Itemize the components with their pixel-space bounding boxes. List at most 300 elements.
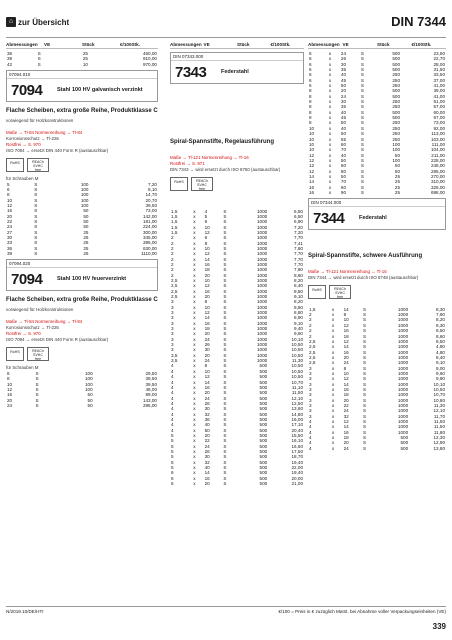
table-cell: S <box>362 349 367 355</box>
table-cell: 50 <box>87 392 93 398</box>
table-cell: 3 <box>309 381 312 387</box>
table-cell: S <box>223 368 227 374</box>
info-iso: ISO 7094 → ersetzt DIN 440 Form R (austauschbar) <box>6 147 109 153</box>
table-cell: x <box>193 342 196 348</box>
table-cell: x <box>193 277 196 283</box>
table-cell: 8 <box>204 299 208 305</box>
table-cell: 6 <box>309 51 312 56</box>
table-cell: 1,5 <box>171 224 178 230</box>
rohs-icon <box>308 285 326 299</box>
table-cell: 143,00 <box>142 397 157 403</box>
table-cell: S <box>360 83 364 89</box>
table-cell: S <box>34 234 38 240</box>
table-cell: 50 <box>340 131 347 137</box>
table-cell: S <box>360 173 364 179</box>
table-cell: 20,40 <box>291 427 303 433</box>
table-cell: 8 <box>309 88 312 94</box>
table-cell: 12 <box>204 374 210 380</box>
table-cell: 1000 <box>397 429 409 435</box>
table-cell: 8,40 <box>294 283 303 289</box>
table-cell: S <box>35 370 39 376</box>
table-cell: x <box>193 475 196 481</box>
table-cell: S <box>362 333 367 339</box>
table-cell: x <box>331 408 335 414</box>
table-cell: 4 <box>171 427 174 433</box>
table-cell: 10 <box>309 141 315 147</box>
table-cell: 10,80 <box>433 397 445 403</box>
table-cell: 10 <box>204 224 210 230</box>
table-cell: 16,00 <box>291 416 303 422</box>
info-dimensions-link[interactable]: Maße → Tl-84 Normenreihung → Tl-84 <box>6 318 83 324</box>
table-cell: 11,70 <box>433 413 445 419</box>
reach-label: REACh <box>32 348 44 353</box>
table-cell: S <box>223 315 227 321</box>
table-cell: 6 <box>204 235 208 241</box>
table-cell: 100 <box>80 186 89 192</box>
table-cell: 32 <box>204 459 210 465</box>
table-cell: 1000 <box>397 338 409 344</box>
table-cell: 16 <box>204 320 210 326</box>
table-cell: 16 <box>7 392 13 398</box>
back-to-overview-link[interactable] <box>6 17 69 27</box>
table-cell: 80 <box>340 168 347 174</box>
table-cell: x <box>193 213 196 219</box>
table-cell: S <box>34 186 38 192</box>
table-cell: 11,80 <box>433 429 445 435</box>
table-cell: 8,60 <box>436 333 445 339</box>
table-cell: 11,50 <box>291 390 303 396</box>
table-cell: 12 <box>309 152 315 158</box>
table-cell: S <box>223 213 227 219</box>
table-cell: 2,5 <box>171 288 178 294</box>
table-cell: x <box>331 397 335 403</box>
table-cell: 345,00 <box>142 234 157 240</box>
table-cell: 20 <box>204 272 210 278</box>
header-ve: VE <box>342 42 349 47</box>
table-cell: S <box>223 299 227 305</box>
table-cell: 500 <box>259 481 268 487</box>
table-cell: 67,00 <box>433 115 445 121</box>
table-cell: 2 <box>309 322 312 328</box>
table-cell: S <box>35 397 39 403</box>
table-cell: 12 <box>204 283 210 289</box>
table-row <box>6 251 158 256</box>
table-cell: x <box>193 427 196 433</box>
table-cell: x <box>193 347 196 353</box>
table-cell: 7,60 <box>294 245 303 251</box>
table-cell: 14 <box>343 306 349 312</box>
info-rostfrei-link[interactable]: Rostfrei → S. 971 <box>170 160 205 166</box>
table-cell: 10,50 <box>291 368 303 374</box>
table-cell: 7,20 <box>148 181 157 187</box>
table-cell: 2 <box>309 317 312 323</box>
table-cell: x <box>193 283 196 289</box>
table-cell: x <box>193 245 196 251</box>
product-box-7344[interactable] <box>308 198 446 230</box>
table-cell: 6 <box>309 56 312 62</box>
table-cell: S <box>362 440 367 446</box>
table-cell: 1000 <box>256 277 268 283</box>
table-7343-cont <box>308 51 446 195</box>
table-cell: x <box>193 400 196 406</box>
info-rostfrei-link[interactable]: Rostfrei → S. 970 <box>6 141 41 147</box>
table-cell: S <box>362 322 367 328</box>
table-cell: 8,20 <box>436 317 445 323</box>
table-cell: x <box>331 424 335 430</box>
table-cell: 9,60 <box>436 370 445 376</box>
info-dimensions-link[interactable]: Maße → Tl-121 Normenreihung → Tl-16 <box>170 154 249 160</box>
header-st: Stück <box>237 42 250 47</box>
table-cell: 24 <box>340 93 347 99</box>
table-cell: 1110,00 <box>141 251 157 256</box>
page-number: 339 <box>432 622 446 631</box>
table-cell: S <box>360 104 364 110</box>
table-cell: 20 <box>7 397 13 403</box>
header-price: €/100Stk. <box>270 42 291 47</box>
table-cell: 16 <box>343 328 349 334</box>
table-cell: x <box>193 438 196 444</box>
table-cell: S <box>223 267 227 273</box>
table-cell: 500 <box>259 448 268 454</box>
home-icon: ⌂ <box>6 17 16 27</box>
product-din-number: 07094.020 <box>9 261 31 267</box>
table-cell: 1000 <box>397 397 409 403</box>
table-cell: 17,50 <box>291 448 303 454</box>
table-cell: 39 <box>7 251 13 256</box>
table-cell: 37,00 <box>433 77 445 83</box>
table-cell: 12,90 <box>433 440 445 446</box>
table-cell: 92,00 <box>433 125 445 131</box>
table-cell: 248,00 <box>430 163 445 169</box>
table-cell: 4 <box>171 390 174 396</box>
table-cell: 12 <box>309 157 315 163</box>
table-cell: S <box>34 218 38 224</box>
table-cell: S <box>360 147 364 153</box>
table-cell: 270,00 <box>430 173 445 179</box>
table-cell: 3 <box>171 315 174 321</box>
table-cell: 4 <box>309 419 312 424</box>
table-cell: 6 <box>171 481 174 487</box>
table-cell: 70 <box>340 179 347 185</box>
table-cell: 1000 <box>256 336 268 342</box>
table-cell: 18 <box>204 326 210 332</box>
screw-label: für Schrauben M <box>6 364 39 370</box>
reach-label: REACh <box>32 159 44 164</box>
table-cell: x <box>331 333 335 339</box>
table-cell: 4 <box>309 429 312 435</box>
reach-svhc-label: SVHC <box>33 352 43 357</box>
table-cell: x <box>328 56 332 62</box>
table-cell: 30 <box>7 234 13 240</box>
table-cell: S <box>360 163 364 169</box>
header-ve: VE <box>44 42 51 47</box>
table-7094-010 <box>6 182 158 257</box>
table-cell: 1,5 <box>171 208 178 214</box>
table-cell: 8,60 <box>294 272 303 278</box>
info-dimensions-link[interactable]: Maße → Tl-84 Normenreihung → Tl-84 <box>6 129 83 135</box>
table-cell: 12 <box>309 163 315 169</box>
table-cell: 2,5 <box>309 354 316 360</box>
product-box-7094-020[interactable] <box>6 259 158 291</box>
table-cell: 29,50 <box>145 370 157 376</box>
table-cell: 285,00 <box>430 168 445 174</box>
table-cell: S <box>223 229 227 235</box>
table-cell: 24 <box>204 358 210 364</box>
table-cell: x <box>331 386 335 392</box>
table-cell: S <box>223 406 227 412</box>
table-cell: 2 <box>309 328 312 334</box>
table-cell: 12 <box>309 168 315 174</box>
table-cell: 1000 <box>397 408 409 414</box>
table-cell: 1000 <box>397 392 409 398</box>
table-cell: S <box>362 306 367 312</box>
table-cell: S <box>223 336 227 342</box>
table-cell: 22 <box>343 402 349 408</box>
table-cell: 1000 <box>397 349 409 355</box>
table-cell: S <box>360 179 364 185</box>
table-cell: S <box>223 240 227 246</box>
table-cell: 1000 <box>397 386 409 392</box>
table-cell: 17,10 <box>291 422 303 428</box>
table-cell: 25 <box>83 240 89 246</box>
table-cell: 4 <box>171 395 174 401</box>
table-cell: 6,90 <box>294 219 303 225</box>
table-cell: 20 <box>7 213 13 219</box>
table-cell: 100 <box>84 381 93 387</box>
table-cell: 60,00 <box>433 109 445 115</box>
reach-free-label: free <box>34 167 42 172</box>
product-number: 7094 <box>11 81 43 99</box>
table-cell: 1,5 <box>171 219 178 225</box>
table-cell: 14 <box>204 256 210 262</box>
product-material: Stahl 100 HV feuerverzinkt <box>57 275 127 282</box>
table-cell: 2 <box>171 245 174 251</box>
table-cell: S <box>362 312 367 318</box>
column-header <box>6 42 158 49</box>
reach-svhc-label: SVHC <box>197 182 207 187</box>
table-cell: x <box>328 72 332 78</box>
table-cell: 57,00 <box>433 104 445 110</box>
table-cell: 250 <box>392 136 401 142</box>
table-cell: x <box>331 435 335 441</box>
table-cell: 7,20 <box>294 229 303 235</box>
table-cell: 211,00 <box>431 152 445 158</box>
table-cell: 25 <box>83 245 89 251</box>
table-cell: 7,90 <box>436 312 445 318</box>
table-cell: 3 <box>171 326 174 332</box>
table-cell: x <box>328 61 332 67</box>
table-cell: 12 <box>7 202 13 208</box>
table-cell: 90 <box>340 189 347 195</box>
table-cell: 2,5 <box>171 277 178 283</box>
table-cell: 45 <box>340 77 347 83</box>
reach-free-label: free <box>198 186 206 191</box>
table-cell: S <box>34 213 38 219</box>
table-cell: 8 <box>343 312 347 318</box>
table-cell: 25 <box>82 51 88 56</box>
table-cell: 1000 <box>256 288 268 294</box>
table-cell: 500 <box>392 93 401 99</box>
product-material: Federstahl <box>221 68 249 75</box>
table-cell: S <box>34 240 38 246</box>
table-cell: 9,10 <box>294 294 303 299</box>
table-cell: 10,50 <box>291 352 303 358</box>
table-cell: x <box>328 131 332 137</box>
table-cell: x <box>193 368 196 374</box>
table-cell: x <box>328 83 332 89</box>
table-cell: 14 <box>204 379 210 385</box>
table-cell: 12,10 <box>291 395 303 401</box>
table-cell: x <box>331 365 335 371</box>
table-cell: x <box>193 315 196 321</box>
rohs-icon <box>6 158 24 172</box>
reach-icon <box>27 158 49 172</box>
rohs-icon <box>170 177 188 191</box>
table-cell: 500 <box>259 379 268 385</box>
table-cell: S <box>223 395 227 401</box>
table-cell: 10 <box>204 245 210 251</box>
table-cell: 500 <box>259 427 268 433</box>
table-cell: 500 <box>259 443 268 449</box>
table-cell: S <box>223 384 227 390</box>
table-cell: 10 <box>343 317 349 323</box>
table-cell: x <box>193 219 196 225</box>
table-cell: 26 <box>204 448 210 454</box>
reach-label: REACh <box>196 178 208 183</box>
table-cell: 30 <box>204 347 210 353</box>
table-cell: 19,40 <box>291 459 303 465</box>
table-cell: 6 <box>309 72 312 78</box>
table-cell: 50 <box>394 168 401 174</box>
table-cell: 5 <box>171 443 174 449</box>
table-cell: x <box>193 384 196 390</box>
table-cell: 500 <box>400 445 409 451</box>
table-cell: 10,70 <box>433 392 445 398</box>
table-cell: x <box>328 99 332 105</box>
table-cell: 12 <box>343 376 349 382</box>
table-cell: S <box>362 408 367 414</box>
table-cell: 500 <box>259 363 268 369</box>
table-cell: 10 <box>343 370 349 376</box>
table-cell: 1000 <box>397 360 409 366</box>
table-cell: 22 <box>204 438 210 444</box>
table-cell: S <box>360 136 364 142</box>
table-cell: S <box>223 411 227 417</box>
table-cell: 16 <box>204 261 210 267</box>
table-cell: 910,00 <box>142 56 157 62</box>
table-cell: 2,5 <box>309 344 316 350</box>
reach-svhc-label: SVHC <box>33 163 43 168</box>
product-din-number: DIN 07343.000 <box>173 54 204 59</box>
table-cell: S <box>223 347 227 353</box>
table-cell: 4 <box>171 416 174 422</box>
table-cell: 1000 <box>397 322 409 328</box>
table-cell: 40 <box>204 465 210 470</box>
table-cell: 10 <box>7 381 13 387</box>
table-cell: 3 <box>309 397 312 403</box>
table-cell: 12 <box>7 386 13 392</box>
table-cell: x <box>331 429 335 435</box>
table-cell: x <box>193 443 196 449</box>
table-cell: 1000 <box>397 370 409 376</box>
table-cell: 25 <box>83 251 89 256</box>
table-cell: 12 <box>343 322 349 328</box>
table-cell: 295,00 <box>142 402 157 408</box>
table-cell: 1000 <box>256 208 268 214</box>
table-cell: x <box>328 120 332 126</box>
table-cell: 8,20 <box>294 299 303 305</box>
table-cell: 6 <box>204 219 208 225</box>
table-cell: 8 <box>7 192 10 198</box>
table-cell: S <box>34 224 38 230</box>
table-cell: 50 <box>394 163 401 169</box>
table-cell: 4 <box>171 411 174 417</box>
back-label: zur Übersicht <box>18 17 70 27</box>
table-cell: 8 <box>309 120 312 126</box>
table-cell: S <box>360 56 364 62</box>
table-cell: 250 <box>392 72 401 78</box>
info-rostfrei-link[interactable]: Rostfrei → S. 970 <box>6 330 41 336</box>
table-cell: S <box>223 320 227 326</box>
table-cell: 24 <box>7 224 13 230</box>
table-cell: S <box>362 360 367 366</box>
table-cell: 40 <box>340 109 347 115</box>
table-cell: x <box>328 173 332 179</box>
reach-svhc-label: SVHC <box>335 290 345 295</box>
table-cell: 1000 <box>256 352 268 358</box>
table-cell: 16 <box>7 208 13 214</box>
table-cell: 500 <box>259 384 268 390</box>
table-cell: 1000 <box>397 333 409 339</box>
table-cell: 100 <box>80 181 89 187</box>
table-cell: 60 <box>340 184 347 190</box>
table-cell: x <box>193 416 196 422</box>
table-cell: 50 <box>340 120 347 126</box>
product-description: Flache Scheiben, extra große Reihe, Produktklasse C <box>6 108 158 115</box>
table-cell: 1,5 <box>171 213 178 219</box>
info-dimensions-link[interactable]: Maße → Tl-121 Normenreihung → Tl-16 <box>308 268 387 274</box>
table-cell: 20 <box>204 432 210 438</box>
table-cell: 50 <box>83 213 89 219</box>
table-cell: 20 <box>204 481 210 487</box>
table-cell: x <box>193 299 196 305</box>
table-cell: S <box>223 342 227 348</box>
table-cell: S <box>360 72 364 78</box>
table-cell: S <box>223 400 227 406</box>
table-cell: 11,30 <box>433 402 445 408</box>
table-cell: x <box>328 189 332 195</box>
table-cell: 1000 <box>256 219 268 225</box>
product-box-7343[interactable] <box>170 52 304 84</box>
table-cell: 18 <box>343 435 349 441</box>
table-cell: x <box>193 224 196 230</box>
table-cell: x <box>331 306 335 312</box>
table-cell: 22 <box>7 218 13 224</box>
table-cell: x <box>328 77 332 83</box>
table-cell: 18 <box>343 392 349 398</box>
product-box-7094-010[interactable] <box>6 70 158 102</box>
table-cell: 26 <box>204 342 210 348</box>
table-cell: 24 <box>204 443 210 449</box>
table-cell: 500 <box>259 422 268 428</box>
table-cell: 20 <box>340 88 347 94</box>
table-cell: S <box>362 419 367 424</box>
table-cell: 10 <box>204 277 210 283</box>
table-top <box>6 51 158 67</box>
table-cell: x <box>193 459 196 465</box>
table-cell: 5 <box>7 181 10 187</box>
table-cell: S <box>35 376 39 382</box>
